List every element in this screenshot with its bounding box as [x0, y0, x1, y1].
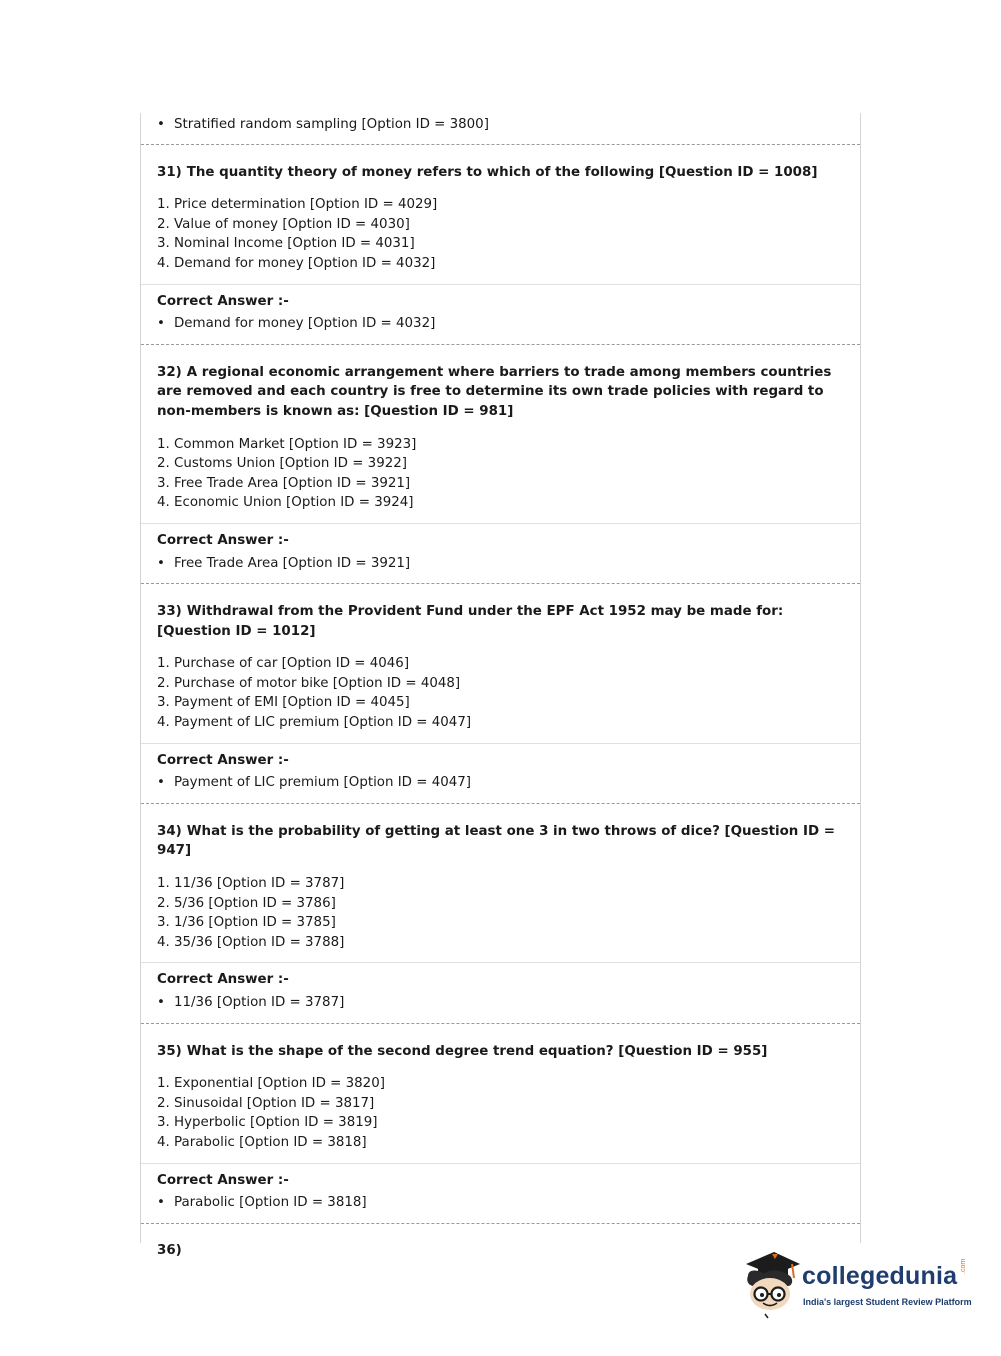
correct-answer: [157, 773, 844, 793]
question-text: [157, 363, 844, 422]
correct-answer-label: Correct Answer :-: [157, 532, 289, 548]
correct-answer: [157, 1193, 844, 1213]
correct-answer-label: Correct Answer :-: [157, 293, 289, 309]
question-statement: Withdrawal from the Provident Fund under the EPF Act 1952 may be made for: [Question ID = 1012]: [157, 604, 784, 639]
option-item: 4. Demand for money [Option ID = 4032]: [157, 255, 436, 271]
option-item: 3. 1/36 [Option ID = 3785]: [157, 915, 336, 931]
mascot-icon: [742, 1250, 804, 1320]
option-item: 2. Value of money [Option ID = 4030]: [157, 216, 410, 232]
question-text: [157, 1042, 844, 1062]
bullet: •: [157, 1195, 165, 1211]
correct-answer: [157, 993, 844, 1013]
question-31: [141, 144, 860, 344]
option-list: [157, 195, 844, 273]
question-number: 32): [157, 364, 182, 380]
correct-answer-section: [141, 1163, 860, 1223]
previous-answer-text: Stratified random sampling [Option ID = 3800]: [174, 117, 489, 132]
question-statement: What is the probability of getting at least one 3 in two throws of dice? [Question ID = 947]: [157, 823, 835, 859]
option-item: 1. Price determination [Option ID = 4029]: [157, 197, 438, 213]
brand-suffix: .com: [960, 1258, 967, 1274]
option-item: 4. 35/36 [Option ID = 3788]: [157, 934, 345, 950]
correct-answer-section: [141, 743, 860, 803]
question-35: [141, 1023, 860, 1223]
option-item: 2. Sinusoidal [Option ID = 3817]: [157, 1095, 375, 1111]
question-number: 35): [157, 1043, 182, 1059]
option-item: 2. 5/36 [Option ID = 3786]: [157, 895, 336, 911]
correct-answer-section: [141, 962, 860, 1022]
option-item: 1. 11/36 [Option ID = 3787]: [157, 876, 345, 892]
correct-answer-text: Demand for money [Option ID = 4032]: [174, 316, 436, 332]
brand-tagline: India's largest Student Review Platform: [803, 1297, 972, 1307]
option-list: [157, 874, 844, 952]
question-34: [141, 803, 860, 1023]
bullet: •: [157, 117, 165, 132]
option-item: 4. Payment of LIC premium [Option ID = 4047]: [157, 715, 472, 731]
bullet: •: [157, 995, 165, 1010]
correct-answer-text: Parabolic [Option ID = 3818]: [174, 1195, 367, 1211]
option-list: [157, 654, 844, 732]
option-item: 4. Economic Union [Option ID = 3924]: [157, 495, 414, 511]
option-item: 2. Customs Union [Option ID = 3922]: [157, 456, 407, 472]
option-item: 4. Parabolic [Option ID = 3818]: [157, 1134, 367, 1150]
option-item: 2. Purchase of motor bike [Option ID = 4048]: [157, 675, 461, 691]
correct-answer-section: [141, 523, 860, 583]
option-list: [157, 1074, 844, 1152]
bullet: •: [157, 775, 165, 791]
bullet: •: [157, 316, 165, 332]
question-number: 33): [157, 604, 182, 620]
option-item: 3. Nominal Income [Option ID = 4031]: [157, 236, 415, 252]
correct-answer-text: Free Trade Area [Option ID = 3921]: [174, 555, 411, 571]
correct-answer-text: Payment of LIC premium [Option ID = 4047]: [174, 775, 472, 791]
question-statement: What is the shape of the second degree trend equation? [Question ID = 955]: [186, 1043, 768, 1059]
correct-answer-label: Correct Answer :-: [157, 752, 289, 768]
collegedunia-logo[interactable]: [742, 1250, 972, 1320]
brand-name: collegedunia: [802, 1262, 958, 1290]
bullet: •: [157, 555, 165, 571]
question-statement: A regional economic arrangement where barriers to trade among members countries are removed and each country is free to determine its own trade policies with regard to non-members is known as: [Question ID = 981]: [157, 364, 832, 419]
question-sheet: [140, 113, 861, 1258]
correct-answer-label: Correct Answer :-: [157, 1172, 289, 1188]
correct-answer: [157, 314, 844, 334]
option-item: 3. Payment of EMI [Option ID = 4045]: [157, 695, 410, 711]
correct-answer-section: [141, 284, 860, 344]
question-statement: The quantity theory of money refers to which of the following [Question ID = 1008]: [186, 164, 818, 180]
question-32: [141, 344, 860, 583]
question-number: 31): [157, 164, 182, 180]
question-text: [157, 602, 844, 641]
option-item: 1. Exponential [Option ID = 3820]: [157, 1076, 385, 1092]
question-number: 34): [157, 823, 182, 839]
previous-correct-answer: [141, 113, 860, 144]
option-item: 3. Hyperbolic [Option ID = 3819]: [157, 1115, 378, 1131]
question-33: [141, 583, 860, 803]
option-item: 3. Free Trade Area [Option ID = 3921]: [157, 475, 411, 491]
question-text: [157, 163, 844, 183]
question-text: [157, 822, 844, 861]
option-item: 1. Purchase of car [Option ID = 4046]: [157, 656, 410, 672]
correct-answer-text: 11/36 [Option ID = 3787]: [174, 995, 345, 1010]
correct-answer: [157, 554, 844, 574]
option-item: 1. Common Market [Option ID = 3923]: [157, 436, 417, 452]
correct-answer-label: Correct Answer :-: [157, 972, 289, 988]
question-36-number: 36): [141, 1223, 860, 1261]
option-list: [157, 435, 844, 513]
